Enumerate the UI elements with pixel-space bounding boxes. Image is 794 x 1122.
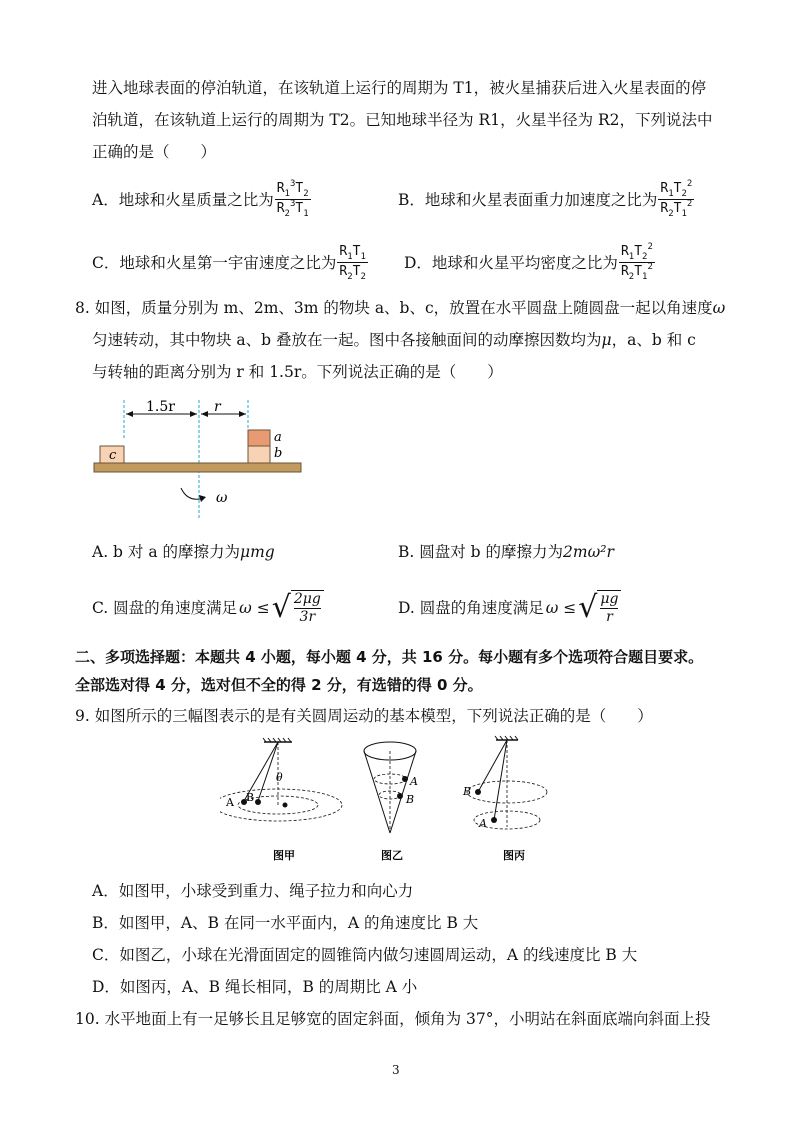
q9-figure-yi <box>364 742 418 833</box>
q8-stem-line1 <box>75 298 725 318</box>
q8-figure <box>80 390 320 525</box>
q7-stem-line1: 进入地球表面的停泊轨道，在该轨道上运行的周期为 T1，被火星捕获后进入火星表面的停 <box>92 79 707 97</box>
q8-arrowhead <box>199 495 206 502</box>
q8-omega: ω <box>712 299 726 317</box>
q8-option-c-text: C. 圆盘的角速度满足 <box>92 599 238 617</box>
q8-label-a: a <box>274 430 282 445</box>
q9-bing-label-b: B <box>463 785 472 798</box>
q9-figure-jia <box>220 738 342 821</box>
page-number: 3 <box>392 1063 400 1077</box>
q7-option-d <box>404 243 656 282</box>
q8-option-c <box>92 590 324 626</box>
q7-option-a-formula: $\frac{R_1^3T_2}{R_2^3T_1}$ <box>276 179 309 219</box>
q9-caption-bing: 图丙 <box>503 849 525 862</box>
q8-label-omega: ω <box>216 490 228 506</box>
q8-dist-label-1: 1.5r <box>146 399 175 415</box>
q8-arrowhead <box>201 411 208 417</box>
q8-option-d-num: μg <box>600 591 619 607</box>
q7-option-c-text: C．地球和火星第一宇宙速度之比为 <box>92 253 337 272</box>
q9-stem: 9. 如图所示的三幅图表示的是有关圆周运动的基本模型，下列说法正确的是（ ） <box>75 707 653 725</box>
q10-stem-line1: 10. 水平地面上有一足够长且足够宽的固定斜面，倾角为 37°，小明站在斜面底端向斜面上投 <box>75 1010 711 1028</box>
q9-jia-label-b: B <box>246 791 255 804</box>
section2-heading-line1: 二、多项选择题：本题共 4 小题，每小题 4 分，共 16 分。每小题有多个选项符合题目要求。 <box>75 648 704 666</box>
q9-figure-bing <box>462 736 547 830</box>
q8-option-d <box>398 590 621 626</box>
q7-option-b <box>398 180 695 219</box>
q8-arrowhead <box>126 411 133 417</box>
q8-stem-text2: 匀速转动，其中物块 a、b 叠放在一起。图中各接触面间的动摩擦因数均为 <box>92 331 602 349</box>
q8-option-b <box>398 542 614 562</box>
q8-block-b <box>248 446 270 463</box>
q8-dist-label-2: r <box>214 399 221 415</box>
q8-stem-line3: 与转轴的距离分别为 r 和 1.5r。下列说法正确的是（ ） <box>92 363 503 381</box>
q7-option-c-formula: $\frac{R_1T_1}{R_2T_2}$ <box>339 244 366 282</box>
q8-arrowhead <box>190 411 197 417</box>
q8-option-c-sqrt: √ $\frac{2\mu g}{3r}$ <box>272 590 324 626</box>
q8-stem-line2 <box>92 330 696 350</box>
q7-option-c <box>92 243 369 282</box>
q8-option-a-formula: μmg <box>240 543 275 561</box>
q9-yi-label-b: B <box>406 793 415 806</box>
q9-caption-yi: 图乙 <box>381 849 403 862</box>
q9-caption-jia: 图甲 <box>273 849 295 862</box>
q7-option-d-formula: $\frac{R_1T_2^2}{R_2T_1^2}$ <box>620 242 653 282</box>
q8-option-a <box>92 542 275 562</box>
q9-option-c: C．如图乙，小球在光滑面固定的圆锥筒内做匀速圆周运动，A 的线速度比 B 大 <box>92 946 638 964</box>
q8-option-c-num: 2μg <box>293 591 321 607</box>
q7-stem-line3: 正确的是（ ） <box>92 143 217 161</box>
q8-option-c-le: ω ≤ <box>239 599 270 617</box>
q9-option-d: D．如图丙，A、B 绳长相同，B 的周期比 A 小 <box>92 978 418 996</box>
q9-figures <box>220 735 560 865</box>
q8-option-d-text: D. 圆盘的角速度满足 <box>398 599 544 617</box>
q7-option-b-text: B．地球和火星表面重力加速度之比为 <box>398 190 658 209</box>
q9-option-b: B．如图甲，A、B 在同一水平面内，A 的角速度比 B 大 <box>92 914 479 932</box>
q8-option-d-le: ω ≤ <box>545 599 577 617</box>
q9-theta-label: θ <box>276 771 283 784</box>
q7-option-a-text: A．地球和火星质量之比为 <box>92 190 274 209</box>
q8-option-d-den: r <box>606 609 613 625</box>
q8-option-d-sqrt: √ $\frac{\mu g}{r}$ <box>578 590 621 626</box>
q7-option-d-text: D．地球和火星平均密度之比为 <box>404 253 618 272</box>
section2-heading-line2: 全部选对得 4 分，选对但不全的得 2 分，有选错的得 0 分。 <box>75 676 483 694</box>
q8-option-b-text: B. 圆盘对 b 的摩擦力为 <box>398 543 564 561</box>
q7-option-a <box>92 180 312 219</box>
q8-stem-text2b: ，a、b 和 c <box>611 331 696 349</box>
q9-bing-label-a: A <box>479 817 487 830</box>
q8-option-c-den: 3r <box>299 609 316 625</box>
q7-stem-line2: 泊轨道，在该轨道上运行的周期为 T2。已知地球半径为 R1，火星半径为 R2，下列说法中 <box>92 111 713 129</box>
q8-arrowhead <box>239 411 246 417</box>
q8-mu: μ <box>601 331 612 349</box>
q8-label-c: c <box>109 448 117 463</box>
q9-option-a: A．如图甲，小球受到重力、绳子拉力和向心力 <box>92 882 414 900</box>
q8-option-b-formula: 2mω²r <box>563 543 614 561</box>
q8-disk <box>94 463 301 472</box>
q8-option-a-text: A. b 对 a 的摩擦力为 <box>92 543 240 561</box>
q8-stem-text1: 8. 如图，质量分别为 m、2m、3m 的物块 a、b、c，放置在水平圆盘上随圆盘一起以角速度 <box>75 299 713 317</box>
q8-label-b: b <box>274 446 283 461</box>
q7-option-b-formula: $\frac{R_1T_2^2}{R_2T_1^2}$ <box>660 179 693 219</box>
q8-block-a <box>248 430 270 446</box>
q9-jia-label-a: A <box>226 796 234 809</box>
q9-yi-label-a: A <box>410 775 418 788</box>
